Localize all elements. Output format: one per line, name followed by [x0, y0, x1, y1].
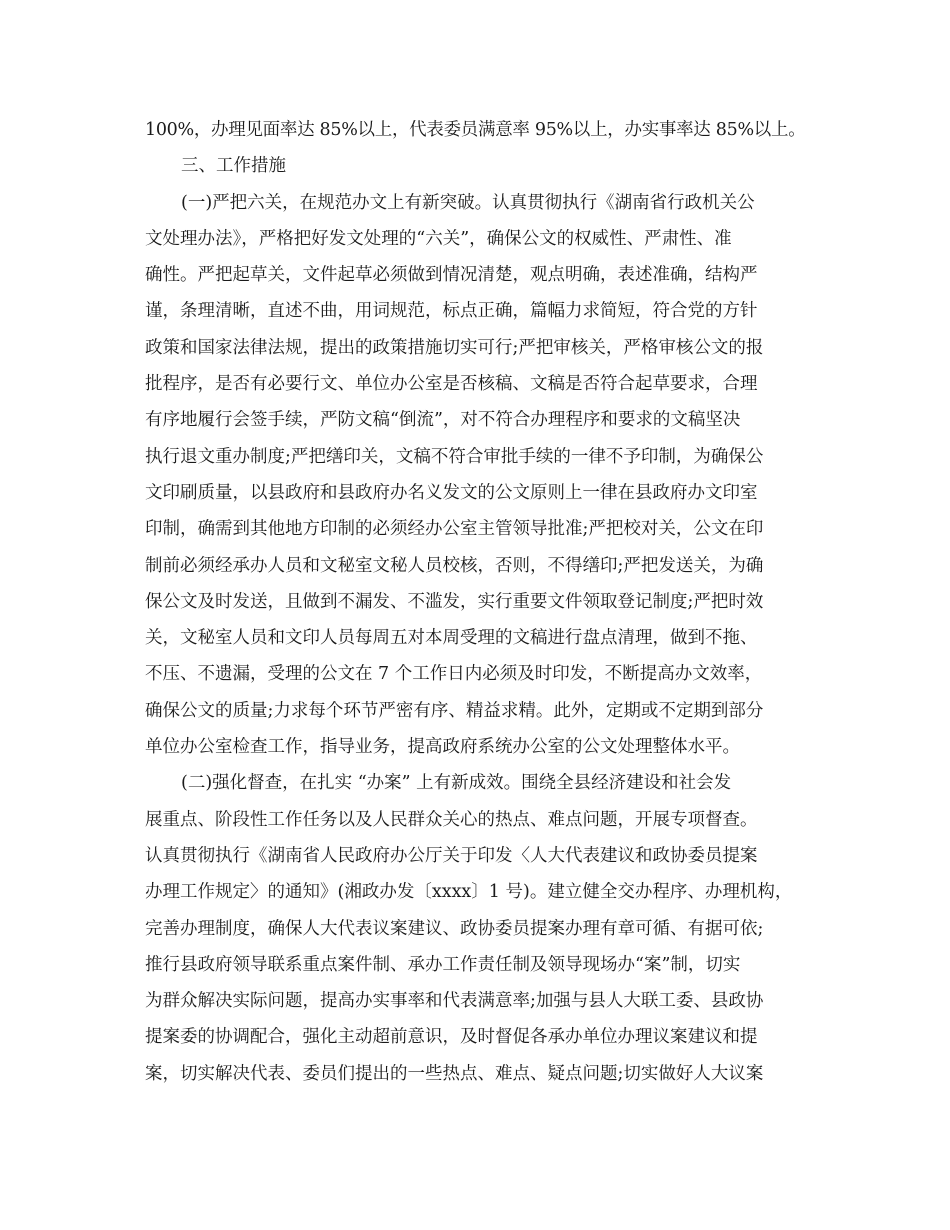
- text-line: 办理工作规定〉的通知》(湘政办发〔xxxx〕1 号)。建立健全交办程序、办理机构，: [145, 882, 793, 903]
- text-line: 批程序，是否有必要行文、单位办公室是否核稿、文稿是否符合起草要求，合理: [145, 374, 758, 395]
- text-line: 展重点、阶段性工作任务以及人民群众关心的热点、难点问题，开展专项督查。: [145, 809, 758, 830]
- text-line: 确保公文的质量;力求每个环节严密有序、精益求精。此外，定期或不定期到部分: [145, 700, 764, 721]
- text-line: 关，文秘室人员和文印人员每周五对本周受理的文稿进行盘点清理，做到不拖、: [145, 628, 758, 649]
- text-line: 提案委的协调配合，强化主动超前意识，及时督促各承办单位办理议案建议和提: [145, 1027, 758, 1048]
- text-line: 单位办公室检查工作，指导业务，提高政府系统办公室的公文处理整体水平。: [145, 737, 740, 758]
- document-body: [145, 112, 805, 1092]
- text-line: 执行退文重办制度;严把缮印关，文稿不符合审批手续的一律不予印制，为确保公: [145, 446, 764, 467]
- paragraph-first-line: 三、工作措施: [181, 156, 286, 177]
- text-line: 认真贯彻执行《湖南省人民政府办公厅关于印发〈人大代表建议和政协委员提案: [145, 845, 758, 866]
- text-line: 不压、不遗漏，受理的公文在 7 个工作日内必须及时印发，不断提高办文效率，: [145, 664, 763, 685]
- text-line: 政策和国家法律法规，提出的政策措施切实可行;严把审核关，严格审核公文的报: [145, 337, 764, 358]
- text-line: 文处理办法》，严格把好发文处理的“六关”，确保公文的权威性、严肃性、准: [145, 228, 732, 249]
- paragraph-first-line: (一)严把六关，在规范办文上有新突破。认真贯彻执行《湖南省行政机关公: [181, 192, 755, 213]
- text-line: 文印刷质量，以县政府和县政府办名义发文的公文原则上一律在县政府办文印室: [145, 482, 758, 503]
- text-line: 100%，办理见面率达 85%以上，代表委员满意率 95%以上，办实事率达 85%以上。: [145, 120, 806, 140]
- text-line: 为群众解决实际问题，提高办实事率和代表满意率;加强与县人大联工委、县政协: [145, 991, 764, 1012]
- text-line: 印制，确需到其他地方印制的必须经办公室主管领导批准;严把校对关，公文在印: [145, 519, 764, 540]
- text-line: 有序地履行会签手续，严防文稿“倒流”，对不符合办理程序和要求的文稿坚决: [145, 410, 741, 431]
- text-line: 制前必须经承办人员和文秘室文秘人员校核，否则，不得缮印;严把发送关，为确: [145, 555, 764, 576]
- text-line: 确性。严把起草关，文件起草必须做到情况清楚，观点明确，表述准确，结构严: [145, 265, 758, 286]
- text-line: 保公文及时发送，且做到不漏发、不滥发，实行重要文件领取登记制度;严把时效: [145, 591, 764, 612]
- text-line: 案，切实解决代表、委员们提出的一些热点、难点、疑点问题;切实做好人大议案: [145, 1063, 764, 1084]
- text-line: 谨，条理清晰，直述不曲，用词规范，标点正确，篇幅力求简短，符合党的方针: [145, 301, 758, 322]
- paragraph-first-line: (二)强化督查，在扎实 “办案” 上有新成效。围绕全县经济建设和社会发: [181, 773, 732, 794]
- text-line: 推行县政府领导联系重点案件制、承办工作责任制及领导现场办“案”制，切实: [145, 954, 741, 975]
- text-line: 完善办理制度，确保人大代表议案建议、政协委员提案办理有章可循、有据可依;: [145, 918, 764, 939]
